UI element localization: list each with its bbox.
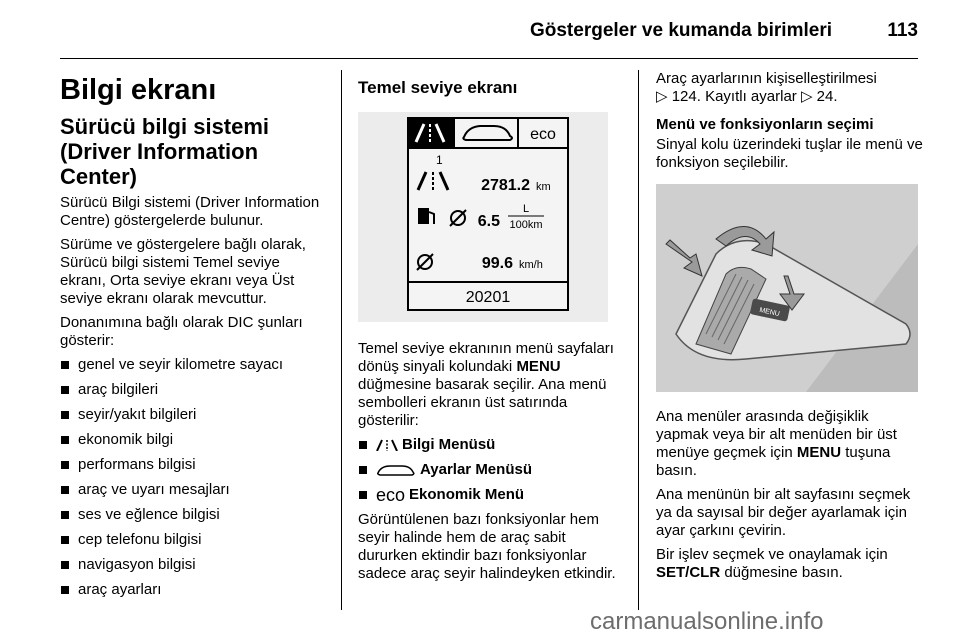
- paragraph: Donanımına bağlı olarak DIC şunları gösterir:: [60, 314, 303, 349]
- cross-reference-icon: ▷: [656, 88, 668, 105]
- column-1: [60, 70, 328, 606]
- list-item: ekonomik bilgi: [60, 431, 328, 449]
- list-item: araç ayarları: [60, 581, 328, 599]
- info-menu-tab: [408, 118, 454, 148]
- dic-feature-list: [60, 356, 328, 599]
- paragraph: Görüntülenen bazı fonksiyonlar hem seyir halinde hem de araç sabit dururken ektindir bazı fonksiyonlar sadece araç seyir halindeyken etkindir.: [358, 511, 616, 583]
- menu-key-label: MENU: [796, 444, 842, 461]
- subsection-heading: Menü ve fonksiyonların seçimi: [656, 116, 874, 133]
- fuel-unit-top: L: [522, 203, 530, 215]
- fuel-value: 6.5: [477, 213, 500, 230]
- page-header: [0, 0, 960, 60]
- page-number: 113: [887, 20, 918, 41]
- eco-icon: eco: [376, 485, 406, 506]
- trip-index: 1: [436, 153, 443, 167]
- column-divider-2: [638, 70, 639, 610]
- paragraph: Sürücü Bilgi sistemi (Driver Information Centre) göstergelerde bulunur.: [60, 194, 320, 229]
- column-2: [358, 70, 622, 589]
- watermark: carmanualsonline.info: [590, 608, 824, 635]
- set-clr-key-label: SET/CLR: [656, 564, 721, 581]
- list-item: araç ve uyarı mesajları: [60, 481, 328, 499]
- fuel-pump-icon: [418, 208, 429, 224]
- fuel-unit-bottom: 100km: [509, 219, 543, 231]
- list-item: araç bilgileri: [60, 381, 328, 399]
- list-item: eco Ekonomik Menü: [358, 486, 622, 504]
- paragraph: Araç ayarlarının kişiselleştirilmesi ▷ 124. Kayıtlı ayarlar ▷ 24.: [656, 70, 877, 105]
- column-divider-1: [341, 70, 342, 610]
- paragraph: Temel seviye ekranının menü sayfaları dönüş sinyali kolundaki MENU düğmesine basarak seçilir. Ana menü sembolleri ekranın üst satırında gösterilir:: [358, 340, 614, 429]
- odometer-value: 20201: [465, 289, 511, 306]
- column-3: [656, 70, 924, 588]
- speed-unit: km/h: [519, 259, 543, 271]
- section-subtitle: Sürücü bilgi sistemi (Driver Information Center): [60, 114, 270, 189]
- menu-symbol-list: [358, 436, 622, 504]
- trip-unit: km: [536, 181, 551, 193]
- section-title: Bilgi ekranı: [60, 74, 217, 106]
- subsection-title: Temel seviye ekranı: [358, 78, 518, 97]
- eco-menu-label: eco: [530, 126, 556, 143]
- header-divider: [60, 58, 918, 59]
- dic-display-illustration: [358, 112, 608, 322]
- paragraph: Ana menünün bir alt sayfasını seçmek ya da sayısal bir değer ayarlamak için ayar çarkını çevirin.: [656, 486, 911, 539]
- chapter-title: Göstergeler ve kumanda birimleri: [529, 20, 832, 41]
- list-item: seyir/yakıt bilgileri: [60, 406, 328, 424]
- menu-button-label: MENU: [758, 306, 781, 319]
- paragraph: Sinyal kolu üzerindeki tuşlar ile menü ve fonksiyon seçilebilir.: [656, 136, 923, 171]
- turn-signal-lever-illustration: [656, 184, 918, 392]
- paragraph: Ana menüler arasında değişiklik yapmak veya bir alt menüden bir üst menüye geçmek için MENU tuşuna basın.: [656, 408, 897, 479]
- paragraph: Bir işlev seçmek ve onaylamak için SET/CLR düğmesine basın.: [656, 546, 888, 581]
- list-item: cep telefonu bilgisi: [60, 531, 328, 549]
- list-item: Ayarlar Menüsü: [358, 461, 622, 479]
- menu-key-label: MENU: [516, 358, 561, 375]
- road-icon: [376, 439, 398, 451]
- list-item: genel ve seyir kilometre sayacı: [60, 356, 328, 374]
- list-item: Bilgi Menüsü: [358, 436, 622, 454]
- list-item: performans bilgisi: [60, 456, 328, 474]
- paragraph: Sürüme ve göstergelere bağlı olarak, Sürücü bilgi sistemi Temel seviye ekranı, Orta seviye ekranı veya Üst seviye ekranı olarak mevcuttur.: [60, 236, 306, 307]
- trip-value: 2781.2: [481, 177, 530, 194]
- list-item: navigasyon bilgisi: [60, 556, 328, 574]
- speed-value: 99.6: [481, 255, 513, 272]
- list-item: ses ve eğlence bilgisi: [60, 506, 328, 524]
- cross-reference-icon: ▷: [800, 88, 813, 105]
- car-icon: [376, 464, 416, 476]
